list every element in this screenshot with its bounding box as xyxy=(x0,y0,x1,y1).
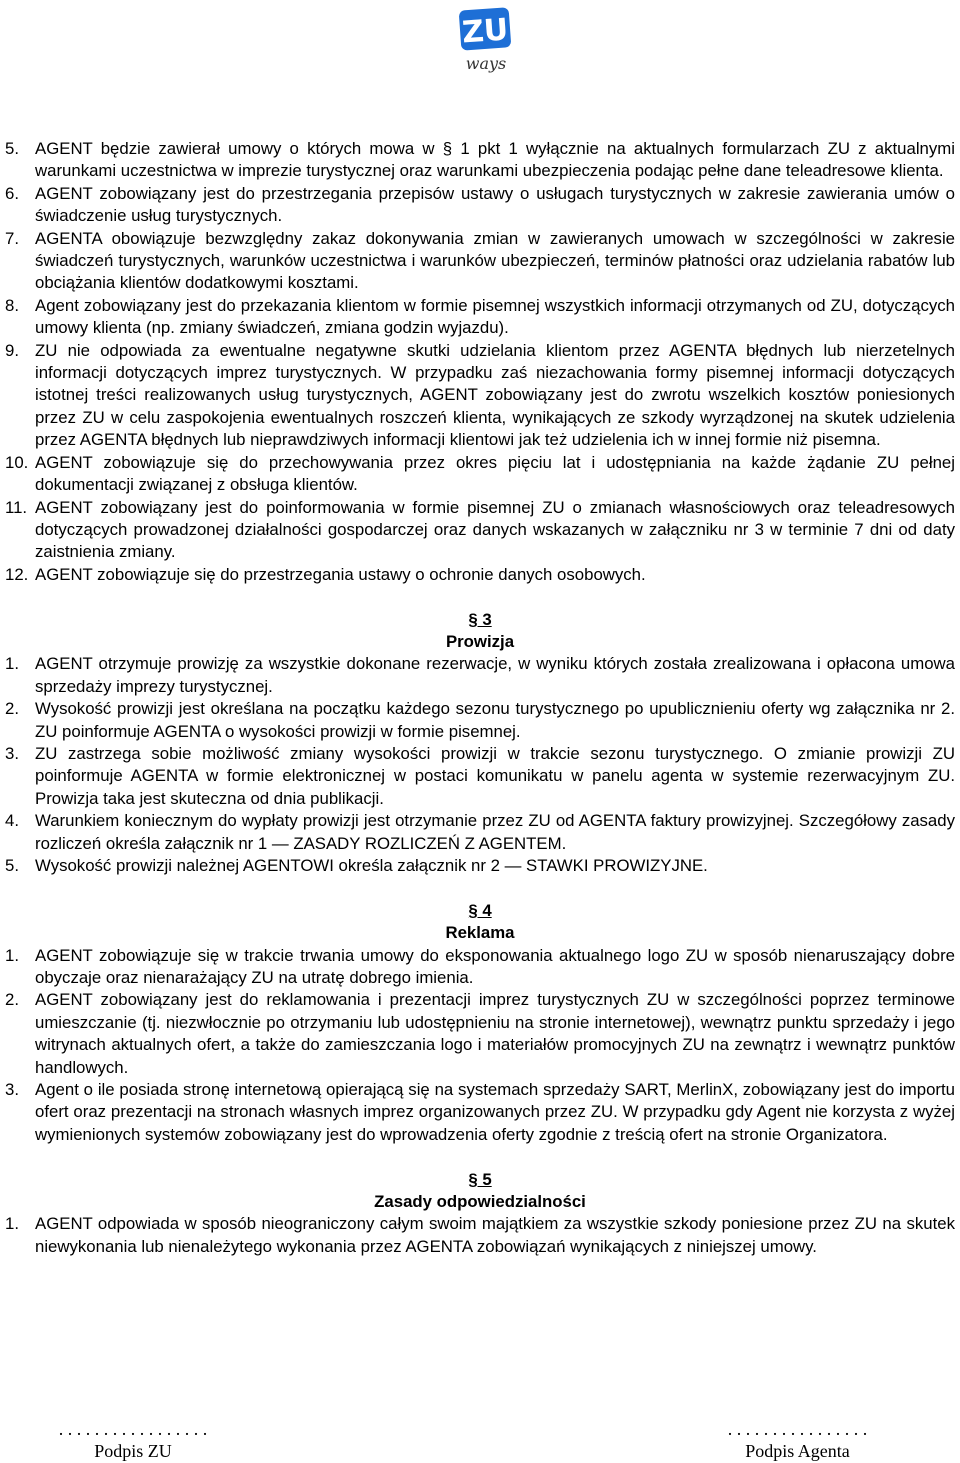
item-number: 6. xyxy=(5,183,19,203)
item-text: AGENTA obowiązuje bezwzględny zakaz dokonywania zmian w zawieranych umowach w szczególności w zakresie świadczeń turystycznych, warunków uczestnictwa i warunków ubezpieczeń, terminów płatności oraz udzielania rabatów lub obciążania klientów dodatkowymi kosztami. xyxy=(35,228,955,293)
list-item xyxy=(5,452,955,497)
item-text: AGENT zobowiązany jest do reklamowania i prezentacji imprez turystycznych ZU w szczególności poprzez terminowe umieszczanie (tj. niezwłocznie po otrzymaniu lub udostępnieniu na stronie internetowej), wewnątrz punktu sprzedaży i jego witrynach aktualnych ofert, a także do zamieszczania logo i materiałów promocyjnych ZU na zewnątrz i wewnątrz punktów handlowych. xyxy=(35,990,955,1077)
item-number: 5. xyxy=(5,855,19,875)
item-number: 9. xyxy=(5,340,19,360)
item-text: AGENT zobowiązuje się do przechowywania przez okres pięciu lat i udostępniania na każde żądanie ZU pełnej dokumentacji związanej z obsługa klientów. xyxy=(35,452,955,495)
item-number: 1. xyxy=(5,654,19,674)
item-number: 7. xyxy=(5,228,19,248)
section-title: Reklama xyxy=(445,923,515,943)
list-section-5 xyxy=(5,1213,955,1258)
signature-line: . . . . . . . . . . . . . . . . . xyxy=(58,1419,208,1439)
zu-logo xyxy=(450,3,522,83)
item-number: 2. xyxy=(5,990,19,1010)
signature-label: Podpis Agenta xyxy=(745,1441,850,1461)
item-number: 3. xyxy=(5,743,19,763)
section-title: Zasady odpowiedzialności xyxy=(374,1192,586,1212)
section-number: § 4 xyxy=(468,900,492,920)
list-item xyxy=(5,564,955,586)
list-item xyxy=(5,1213,955,1258)
section-5-heading xyxy=(5,1169,955,1214)
list-item xyxy=(5,810,955,855)
item-text: AGENT będzie zawierał umowy o których mowa w § 1 pkt 1 wyłącznie na aktualnych formularzach ZU z aktualnymi warunkami uczestnictwa w imprezie turystycznej oraz warunkami ubezpieczenia podając pełne dane teleadresowe klienta. xyxy=(35,139,955,181)
item-text: AGENT odpowiada w sposób nieograniczony całym swoim majątkiem za wszystkie szkody poniesione przez ZU na skutek niewykonania lub nienależytego wykonania przez AGENTA zobowiązań wynikających z niniejszej umowy. xyxy=(35,1214,955,1256)
list-prev-section xyxy=(5,138,955,586)
list-item xyxy=(5,183,955,228)
list-item xyxy=(5,295,955,340)
document-body xyxy=(5,138,955,1258)
item-text: Warunkiem koniecznym do wypłaty prowizji jest otrzymanie przez ZU od AGENTA faktury prowizyjnej. Szczegółowy zasady rozliczeń określa załącznik nr 1 — ZASADY ROZLICZEŃ Z AGENTEM. xyxy=(35,811,955,853)
item-number: 5. xyxy=(5,139,19,158)
item-text: AGENT zobowiązany jest do poinformowania w formie pisemnej ZU o zmianach własnościowych oraz teleadresowych dotyczących prowadzonej działalności gospodarczej oraz danych wskazanych w załączniku nr 3 w terminie 7 dni od daty zaistnienia zmiany. xyxy=(35,497,955,562)
list-item xyxy=(5,497,955,564)
list-item xyxy=(5,743,955,810)
item-number: 4. xyxy=(5,811,19,831)
item-text: AGENT zobowiązuje się do przestrzegania ustawy o ochronie danych osobowych. xyxy=(35,564,646,584)
list-item xyxy=(5,989,955,1079)
list-item xyxy=(5,855,955,877)
item-text: AGENT zobowiązuje się w trakcie trwania umowy do eksponowania aktualnego logo ZU w sposób nienaruszający dobre obyczaje oraz nienarażający ZU na utratę dobrego imienia. xyxy=(35,945,955,987)
item-text: Wysokość prowizji należnej AGENTOWI określa załącznik nr 2 — STAWKI PROWIZYJNE. xyxy=(35,855,708,875)
item-number: 3. xyxy=(5,1080,19,1100)
signature-zu xyxy=(38,1418,228,1462)
item-text: ZU zastrzega sobie możliwość zmiany wysokości prowizji w trakcie sezonu turystycznego. O zmianie prowizji ZU poinformuje AGENTA w formie elektronicznej w postaci komunikatu w panelu agenta w systemie rezerwacyjnym ZU. Prowizja taka jest skuteczna od dnia publikacji. xyxy=(35,743,955,808)
section-number: § 3 xyxy=(468,609,492,629)
signature-agent xyxy=(710,1418,885,1462)
section-number: § 5 xyxy=(468,1169,492,1189)
item-text: Agent zobowiązany jest do przekazania klientom w formie pisemnej wszystkich informacji otrzymanych od ZU, dotyczących umowy klienta (np. zmiany świadczeń, zmiana godzin wyjazdu). xyxy=(35,295,955,338)
item-number: 12. xyxy=(5,564,29,584)
item-text: Agent o ile posiada stronę internetową opierającą się na systemach sprzedaży SART, MerlinX, zobowiązany jest do importu ofert oraz prezentacji na stronach własnych imprez organizowanych przez ZU. W przypadku gdy Agent nie korzysta z wyżej wymienionych systemów zobowiązany jest do wprowadzenia oferty zgodnie z treścią ofert na stronie Organizatora. xyxy=(35,1080,955,1144)
spacer xyxy=(5,586,955,608)
signature-line: . . . . . . . . . . . . . . . . xyxy=(727,1419,868,1439)
item-number: 2. xyxy=(5,699,19,719)
item-number: 1. xyxy=(5,1214,19,1234)
item-number: 10. xyxy=(5,452,29,472)
signature-label: Podpis ZU xyxy=(94,1441,172,1461)
list-item xyxy=(5,340,955,452)
item-text: AGENT zobowiązany jest do przestrzegania przepisów ustawy o usługach turystycznych w zakresie zawierania umów o świadczenie usług turystycznych. xyxy=(35,183,955,226)
list-item xyxy=(5,653,955,698)
spacer xyxy=(5,877,955,899)
item-text: Wysokość prowizji jest określana na początku każdego sezonu turystycznego po upublicznieniu oferty wg załącznika nr 2. ZU poinformuje AGENTA o wysokości prowizji w formie pisemnej. xyxy=(35,699,955,741)
list-item xyxy=(5,228,955,295)
item-number: 8. xyxy=(5,295,19,315)
section-4-heading xyxy=(5,900,955,945)
item-text: ZU nie odpowiada za ewentualne negatywne skutki udzielania klientom przez AGENTA błędnych lub nierzetelnych informacji dotyczących imprez turystycznych. W przypadku zaś niezachowania formy pisemnej informacji dotyczących istotnej treści realizowanych usług turystycznych, AGENT zobowiązany jest do zwrotu wszelkich kosztów poniesionych przez ZU w celu zaspokojenia ewentualnych roszczeń klienta, wynikających ze szkody wyrządzonej na skutek udzielenia przez AGENTA błędnych lub nieprawdziwych informacji klientowi jak też udzielenia ich w innej formie niż pisemna. xyxy=(35,340,955,450)
list-section-3 xyxy=(5,653,955,877)
list-item xyxy=(5,945,955,990)
logo-text: ZU xyxy=(460,12,510,51)
logo-subtext: ways xyxy=(465,54,507,73)
zu-logo-mark xyxy=(450,3,522,83)
section-title: Prowizja xyxy=(445,631,515,651)
item-number: 1. xyxy=(5,945,19,965)
list-item xyxy=(5,1079,955,1146)
item-text: AGENT otrzymuje prowizję za wszystkie dokonane rezerwacje, w wyniku których została zrealizowana i opłacona umowa sprzedaży imprezy turystycznej. xyxy=(35,654,955,696)
item-number: 11. xyxy=(5,497,28,517)
list-item xyxy=(5,698,955,743)
section-3-heading xyxy=(5,609,955,654)
spacer xyxy=(5,1146,955,1168)
list-section-4 xyxy=(5,945,955,1147)
list-item xyxy=(5,138,955,183)
